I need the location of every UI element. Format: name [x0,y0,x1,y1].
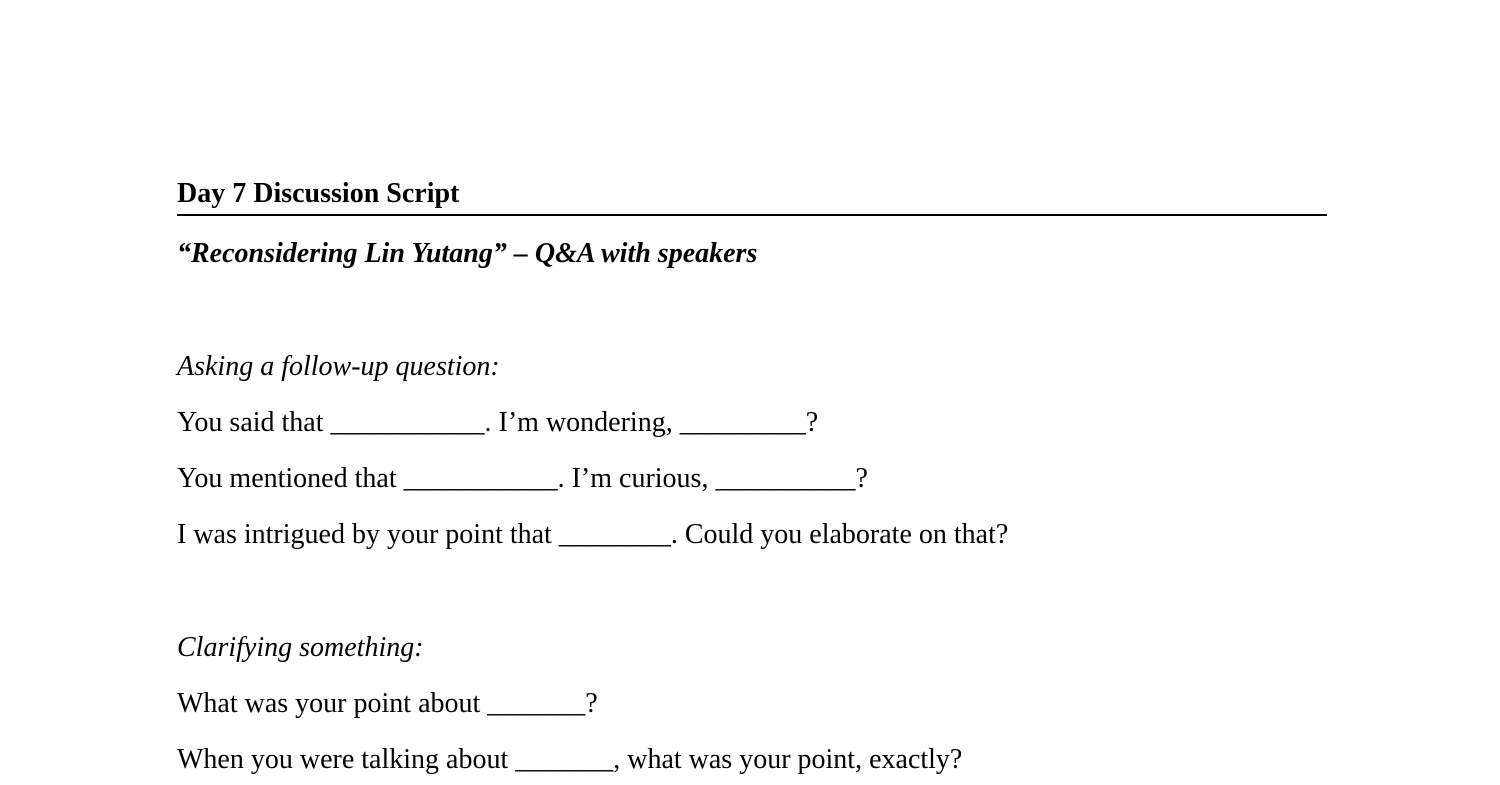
script-line: When you were talking about _______, what was your point, exactly? [177,744,963,775]
script-line: You mentioned that ___________. I’m curious, __________? [177,463,868,494]
section-title-clarifying: Clarifying something: [177,632,424,663]
page-title: Day 7 Discussion Script [177,178,460,209]
script-line: You said that ___________. I’m wondering, _________? [177,407,819,438]
title-underline [177,214,1327,216]
script-line: I was intrigued by your point that ________. Could you elaborate on that? [177,519,1009,550]
page-subtitle: “Reconsidering Lin Yutang” – Q&A with speakers [177,238,758,269]
script-line: What was your point about _______? [177,688,598,719]
section-title-follow-up: Asking a follow-up question: [177,351,500,382]
